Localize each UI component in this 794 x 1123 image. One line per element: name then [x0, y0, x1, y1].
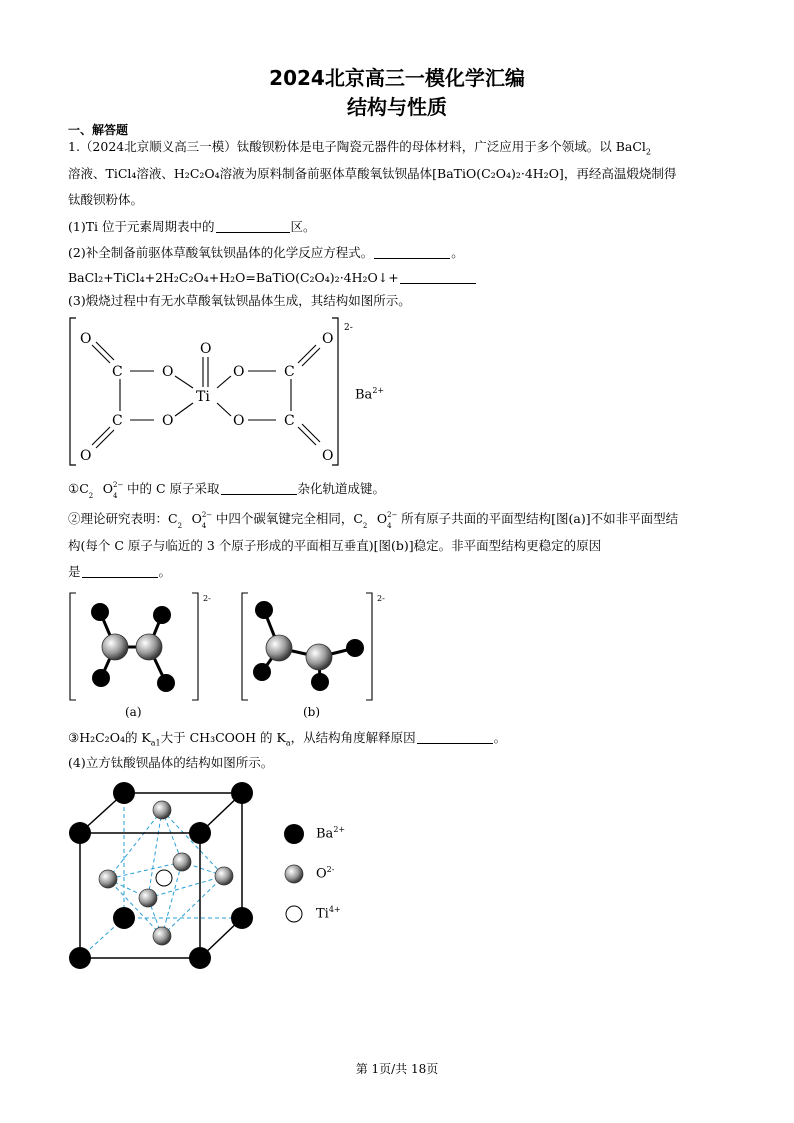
q1-line1 — [68, 139, 651, 161]
section-heading: 一、解答题 — [68, 123, 129, 137]
text: 大于 CH₃COOH 的 K — [160, 730, 286, 745]
ba-ion-label — [355, 386, 384, 402]
text: 中的 C 原子采取 — [127, 481, 220, 496]
formula-index — [113, 481, 127, 500]
sub: a — [285, 738, 291, 748]
legend-ti-marker — [286, 906, 302, 922]
sub: 4 — [113, 492, 118, 500]
answer-blank[interactable] — [417, 731, 493, 744]
text: ③H₂C₂O₄的 K — [68, 730, 151, 745]
sub: 2 — [177, 522, 183, 530]
q1-part2 — [68, 245, 464, 261]
document-subtitle: 结构与性质 — [347, 95, 447, 119]
ba-charge: 2+ — [372, 386, 385, 395]
formula-index — [362, 512, 377, 530]
text: ②理论研究表明：C — [68, 511, 178, 526]
q1-sub: 2 — [645, 147, 652, 157]
part1-end: 区。 — [290, 219, 316, 234]
page-footer: 第 1页/共 18页 — [355, 1062, 439, 1076]
text: 杂化轨道成键。 — [297, 481, 386, 496]
atom-o: O — [80, 331, 92, 347]
atom-o: O — [162, 364, 174, 380]
sup: 2− — [387, 511, 398, 519]
legend-ti-label — [316, 905, 341, 921]
charge-label: 2- — [344, 323, 353, 333]
document-title: 2024北京高三一模化学汇编 — [269, 66, 525, 90]
answer-blank[interactable] — [216, 220, 290, 233]
answer-blank[interactable] — [400, 271, 476, 284]
text: O — [102, 481, 114, 496]
atom-o: O — [80, 448, 92, 464]
text: 。 — [158, 564, 172, 579]
atom-o: O — [162, 413, 174, 429]
formula-index — [88, 482, 103, 500]
atom-c: C — [284, 413, 295, 429]
crystal-structure-figure — [62, 778, 272, 978]
sub: 2 — [88, 492, 94, 500]
q1-sub2 — [68, 511, 679, 530]
label-b: (b) — [303, 705, 321, 719]
q1-line2: 溶液、TiCl₄溶液、H₂C₂O₄溶液为原料制备前驱体草酸氧钛钡晶体[BaTiO(C₂O₄)₂·4H₂O]，再经高温煅烧制得 — [68, 166, 677, 181]
sup: 2− — [201, 511, 213, 519]
sub: a1 — [150, 738, 161, 748]
sub: 4 — [201, 522, 207, 530]
equation-text: BaCl₂+TiCl₄+2H₂C₂O₄+H₂O=BaTiO(C₂O₄)₂·4H₂O↓+ — [68, 270, 399, 285]
q1-sub3 — [68, 730, 506, 752]
label-a: (a) — [125, 705, 142, 719]
q1-sub2-line3 — [68, 564, 171, 580]
text: 。 — [493, 730, 507, 745]
legend-o-label — [316, 865, 334, 881]
oxalate-structure-figure — [66, 315, 396, 470]
legend-o-marker — [285, 865, 303, 883]
atom-o: O — [322, 331, 334, 347]
part2-text: (2)补全制备前驱体草酸氧钛钡晶体的化学反应方程式。 — [68, 245, 374, 260]
formula-index — [201, 511, 216, 530]
text: Ba — [316, 826, 334, 842]
atom-o: O — [233, 413, 245, 429]
text: O — [191, 511, 202, 526]
q1-part3: (3)煅烧过程中有无水草酸氧钛钡晶体生成，其结构如图所示。 — [68, 293, 411, 308]
legend-markers — [283, 823, 307, 927]
atom-o: O — [322, 448, 334, 464]
atom-ti: Ti — [196, 389, 210, 405]
text: 所有原子共面的平面型结构[图(a)]不如非平面型结 — [401, 511, 679, 526]
sub: 4 — [387, 522, 392, 530]
q1-part4: (4)立方钛酸钡晶体的结构如图所示。 — [68, 755, 274, 770]
atom-c: C — [112, 413, 123, 429]
ba-text: Ba — [355, 387, 373, 403]
text: 是 — [68, 564, 81, 579]
sub: 2 — [362, 522, 368, 530]
planar-structures-figure — [62, 585, 402, 725]
answer-blank[interactable] — [374, 246, 450, 259]
q1-text: 1.（2024北京顺义高三一模）钛酸钡粉体是电子陶瓷元器件的母体材料，广泛应用于多个领域。以 BaCl — [68, 139, 646, 154]
q1-sub2-line2: 构(每个 C 原子与临近的 3 个原子形成的平面相互垂直)[图(b)]稳定。非平面型结构更稳定的原因 — [68, 538, 602, 553]
answer-blank[interactable] — [82, 565, 158, 578]
atom-o: O — [233, 364, 245, 380]
text: O — [376, 511, 388, 526]
formula-index — [387, 511, 401, 530]
atom-o: O — [200, 341, 212, 357]
text: ①C — [68, 481, 89, 496]
legend-ba-label — [316, 825, 345, 841]
atom-c: C — [284, 364, 295, 380]
q1-line3: 钛酸钡粉体。 — [68, 192, 144, 207]
q1-part1 — [68, 219, 316, 235]
q1-sub1 — [68, 481, 386, 500]
part2-end: 。 — [451, 245, 464, 260]
charge-label: 2- — [377, 594, 385, 603]
q1-equation — [68, 270, 477, 286]
answer-blank[interactable] — [221, 482, 297, 495]
text: Ti — [316, 906, 329, 922]
text: 中四个碳氧键完全相同，C — [215, 511, 363, 526]
sup: 2- — [326, 865, 335, 874]
atom-c: C — [112, 364, 123, 380]
part1-text: (1)Ti 位于元素周期表中的 — [68, 219, 215, 234]
sup: 2+ — [333, 825, 346, 834]
sup: 4+ — [328, 905, 341, 914]
sup: 2− — [113, 481, 124, 489]
legend-ba-marker — [284, 824, 304, 844]
charge-label: 2- — [203, 594, 211, 603]
text: ，从结构角度解释原因 — [290, 730, 416, 745]
formula-index — [177, 512, 192, 530]
text: O — [316, 866, 327, 882]
